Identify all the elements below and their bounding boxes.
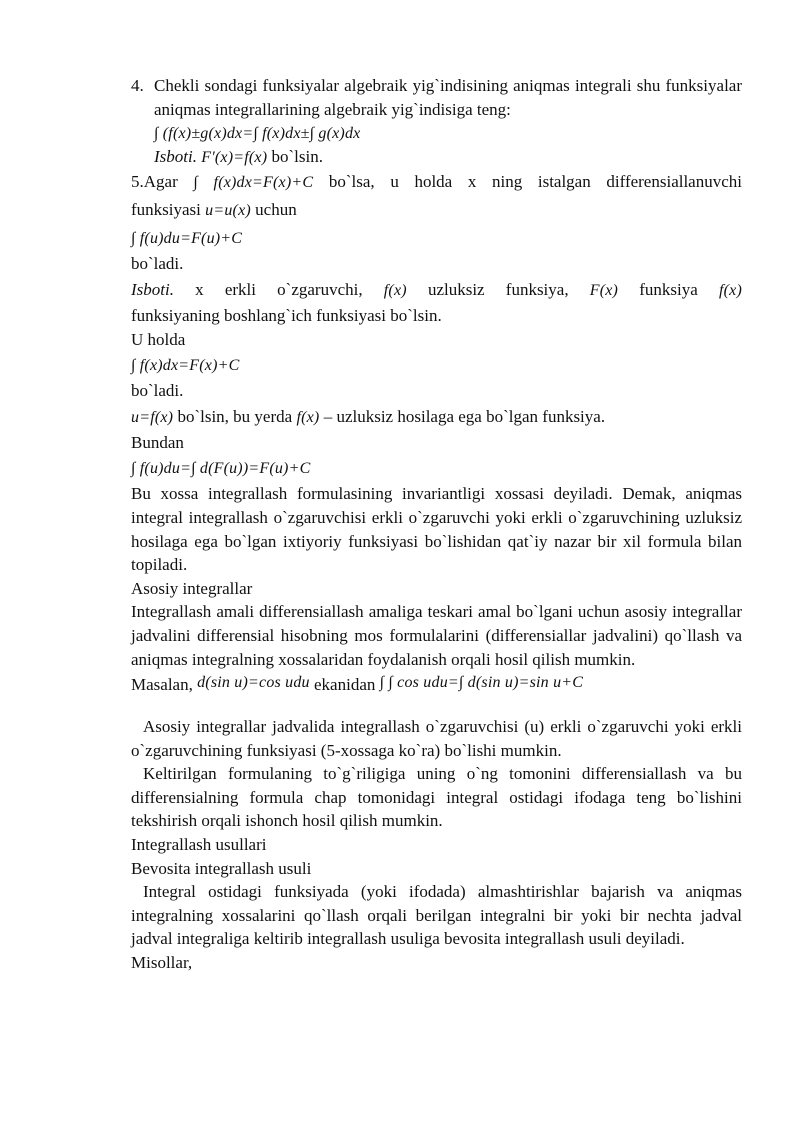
proof-5-t4: funksiyaning boshlang`ich funksiyasi bo`lsin. — [131, 305, 442, 325]
property-5-text1b: funksiyasi — [131, 200, 201, 220]
proof-5-t5: U holda — [131, 329, 186, 349]
property-5-lead: 5.Agar — [131, 172, 178, 192]
paragraph-invariance: Bu xossa integrallash formulasining invariantligi xossasi deyiladi. Demak, aniqmas integral integrallash o`zgaruvchisi erkli o`zgaruvchi yoki erkli o`zgaruvchining uzluksiz hosilaga ega bo`lgan ixtiyoriy funksiyasi bo`lishidan qat`iy nazar bir xil formula bilan topiladi. — [131, 484, 742, 575]
paragraph-verification: Keltirilgan formulaning to`g`riligiga uning o`ng tomonini differensiallash va bu differensialning formula chap tomonidagi integral ostidagi ifodaga teng bo`lishini tekshirish orqali ishonch hosil qilish mumkin. — [131, 764, 742, 831]
proof-5-t3: funksiya — [639, 279, 698, 299]
proof-4-formula: F′(x)=f(x) — [201, 148, 268, 166]
example-formula2: ∫ ∫ cos udu=∫ d(sin u)=sin u+C — [379, 674, 584, 692]
closing-examples: Misollar, — [131, 953, 193, 973]
example-mid: ekanidan — [314, 675, 376, 695]
formula-row — [131, 454, 742, 482]
property-5-text1c: uchun — [255, 200, 297, 220]
property-5-formula3: ∫ f(u)du=F(u)+C — [131, 230, 243, 248]
example-lead: Masalan, — [131, 675, 193, 695]
proof-5-t9: Bundan — [131, 432, 184, 452]
proof-5-t1: x erkli o`zgaruvchi, — [195, 279, 363, 299]
property-5-formula2: u=u(x) — [205, 202, 251, 220]
property-4 — [131, 74, 742, 168]
proof-4-tail: bo`lsin. — [271, 146, 323, 166]
paragraph-table-variable: Asosiy integrallar jadvalida integrallash o`zgaruvchisi (u) erkli o`zgaruvchi yoki erkli o`zgaruvchining funksiyasi (5-xossaga ko`ra) bo`lishi mumkin. — [131, 717, 742, 760]
property-5-formula1: ∫ f(x)dx=F(x)+C — [193, 174, 314, 192]
paragraph-direct-integration: Integral ostidagi funksiyada (yoki ifodada) almashtirishlar bajarish va aniqmas integralning xossalarini qo`llash orqali berilgan integralni bir yoki bir nechta jadval jadval integraliga keltirib integrallash usuliga bevosita integrallash usuli deyiladi. — [131, 882, 742, 949]
paragraph-basic-integrals: Integrallash amali differensiallash amaliga teskari amal bo`lgani uchun asosiy integrallar jadvalini differensial hisobning mos formulalarini (differensiallar jadvalini) qo`llash va aniqmas integralning xossalaridan foydalanish orqali hosil qilish mumkin. — [131, 602, 742, 669]
proof-5-line1 — [131, 276, 742, 304]
example-line — [131, 671, 742, 699]
property-5-text1a: bo`lsa, u holda x ning istalgan differensiallanuvchi — [328, 172, 743, 192]
proof-5-t8: – uzluksiz hosilaga ega bo`lgan funksiya. — [323, 406, 606, 426]
formula-row — [131, 224, 742, 252]
proof-5-f5: f(x) — [296, 408, 320, 426]
example-formula1: d(sin u)=cos udu — [197, 674, 310, 692]
formula-row — [154, 121, 742, 145]
proof-5-formula2: ∫ f(u)du=∫ d(F(u))=F(u)+C — [131, 460, 311, 478]
property-5-line1 — [131, 168, 742, 196]
formula-row — [131, 351, 742, 379]
document-page — [131, 74, 742, 975]
heading-direct-integration: Bevosita integrallash usuli — [131, 858, 312, 878]
proof-5-formula: ∫ f(x)dx=F(x)+C — [131, 357, 240, 375]
proof-5-line-u — [131, 403, 742, 431]
heading-integration-methods: Integrallash usullari — [131, 835, 267, 855]
proof-4-line — [154, 145, 742, 169]
proof-label: Isboti. — [154, 146, 197, 166]
formula-sum-integral: ∫ (f(x)±g(x)dx=∫ f(x)dx±∫ g(x)dx — [154, 125, 361, 143]
proof-label: Isboti. — [131, 279, 174, 299]
property-5-text2: bo`ladi. — [131, 254, 184, 274]
proof-5-f4: u=f(x) — [131, 408, 174, 426]
property-5-line2 — [131, 196, 742, 224]
proof-5-t7: bo`lsin, bu yerda — [177, 406, 293, 426]
proof-5-t6: bo`ladi. — [131, 381, 184, 401]
property-4-text: Chekli sondagi funksiyalar algebraik yig`indisining aniqmas integrali shu funksiyalar aniqmas integrallarining algebraik yig`indisiga teng: — [154, 76, 742, 119]
item-number: 4. — [131, 76, 144, 95]
spacer — [131, 699, 742, 707]
proof-5-f1: f(x) — [383, 281, 407, 299]
heading-basic-integrals: Asosiy integrallar — [131, 578, 253, 598]
proof-5-f2: F(x) — [589, 281, 619, 299]
proof-5-f3: f(x) — [718, 281, 742, 299]
proof-5-t2: uzluksiz funksiya, — [427, 279, 569, 299]
spacer — [131, 707, 742, 715]
